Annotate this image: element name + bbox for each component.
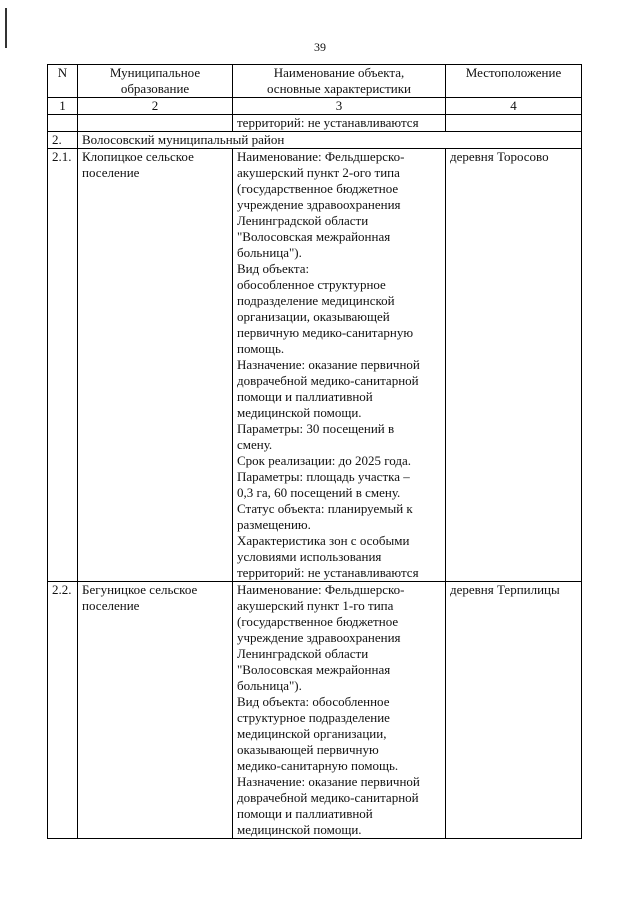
- continuation-n: [48, 115, 78, 132]
- object-description-line: больница").: [237, 245, 302, 260]
- object-description-line: (государственное бюджетное: [237, 181, 399, 196]
- continuation-row: [48, 115, 582, 132]
- object-description-line: медицинской организации,: [237, 726, 387, 741]
- object-description-line: Ленинградской области: [237, 213, 369, 228]
- header-location: Местоположение: [446, 65, 582, 98]
- row-object-description: [233, 582, 446, 839]
- facilities-table: [47, 64, 582, 839]
- object-description-line: Параметры: 30 посещений в: [237, 421, 395, 436]
- table-row: [48, 582, 582, 839]
- object-description-line: больница").: [237, 678, 302, 693]
- row-object-description: [233, 149, 446, 582]
- page-number: 39: [314, 40, 326, 54]
- object-description-line: помощь.: [237, 341, 285, 356]
- object-description-line: учреждение здравоохранения: [237, 630, 401, 645]
- object-description-line: оказывающей первичную: [237, 742, 379, 757]
- object-description-line: акушерский пункт 2-ого типа: [237, 165, 400, 180]
- object-description-line: помощи и паллиативной: [237, 389, 373, 404]
- object-description-line: условиями использования: [237, 549, 382, 564]
- object-description-line: Статус объекта: планируемый к: [237, 501, 413, 516]
- object-description-line: "Волосовская межрайонная: [237, 229, 391, 244]
- header-n: N: [48, 65, 78, 98]
- object-description-line: Назначение: оказание первичной: [237, 774, 420, 789]
- object-description-line: территорий: не устанавливаются: [237, 565, 419, 580]
- object-description-line: медико-санитарную помощь.: [237, 758, 399, 773]
- object-description-line: 0,3 га, 60 посещений в смену.: [237, 485, 401, 500]
- column-number-row: [48, 98, 582, 115]
- object-description-line: Ленинградской области: [237, 646, 369, 661]
- row-location: деревня Торосово: [446, 149, 582, 582]
- object-description-line: Характеристика зон с особыми: [237, 533, 410, 548]
- section-row: [48, 132, 582, 149]
- object-description-line: первичную медико-санитарную: [237, 325, 414, 340]
- object-description-line: Наименование: Фельдшерско-: [237, 582, 405, 597]
- object-description-line: смену.: [237, 437, 273, 452]
- object-description-line: медицинской помощи.: [237, 405, 362, 420]
- object-description-line: Срок реализации: до 2025 года.: [237, 453, 412, 468]
- row-number: 2.1.: [48, 149, 78, 582]
- continuation-municipality: [78, 115, 233, 132]
- object-description-line: помощи и паллиативной: [237, 806, 373, 821]
- column-number-3: 3: [233, 98, 446, 115]
- object-description-line: подразделение медицинской: [237, 293, 395, 308]
- object-description-line: обособленное структурное: [237, 277, 386, 292]
- object-description-line: структурное подразделение: [237, 710, 390, 725]
- continuation-location: [446, 115, 582, 132]
- object-description-line: доврачебной медико-санитарной: [237, 790, 419, 805]
- object-description-line: доврачебной медико-санитарной: [237, 373, 419, 388]
- row-number: 2.2.: [48, 582, 78, 839]
- object-description-line: медицинской помощи.: [237, 822, 362, 837]
- header-municipality: Муниципальное образование: [78, 65, 233, 98]
- header-object: Наименование объекта, основные характеристики: [233, 65, 446, 98]
- column-number-2: 2: [78, 98, 233, 115]
- continuation-object: территорий: не устанавливаются: [233, 115, 446, 132]
- table-header-row: [48, 65, 582, 98]
- table-row: [48, 149, 582, 582]
- section-number: 2.: [48, 132, 78, 149]
- object-description-line: размещению.: [237, 517, 311, 532]
- column-number-1: 1: [48, 98, 78, 115]
- object-description-line: "Волосовская межрайонная: [237, 662, 391, 677]
- object-description-line: Наименование: Фельдшерско-: [237, 149, 405, 164]
- object-description-line: учреждение здравоохранения: [237, 197, 401, 212]
- row-location: деревня Терпилицы: [446, 582, 582, 839]
- section-title: Волосовский муниципальный район: [78, 132, 582, 149]
- object-description-line: (государственное бюджетное: [237, 614, 399, 629]
- object-description-line: Вид объекта: обособленное: [237, 694, 390, 709]
- row-municipality: Бегуницкое сельское поселение: [78, 582, 233, 839]
- object-description-line: акушерский пункт 1-го типа: [237, 598, 394, 613]
- row-municipality: Клопицкое сельское поселение: [78, 149, 233, 582]
- column-number-4: 4: [446, 98, 582, 115]
- object-description-line: организации, оказывающей: [237, 309, 390, 324]
- object-description-line: Параметры: площадь участка –: [237, 469, 410, 484]
- object-description-line: Вид объекта:: [237, 261, 310, 276]
- object-description-line: Назначение: оказание первичной: [237, 357, 420, 372]
